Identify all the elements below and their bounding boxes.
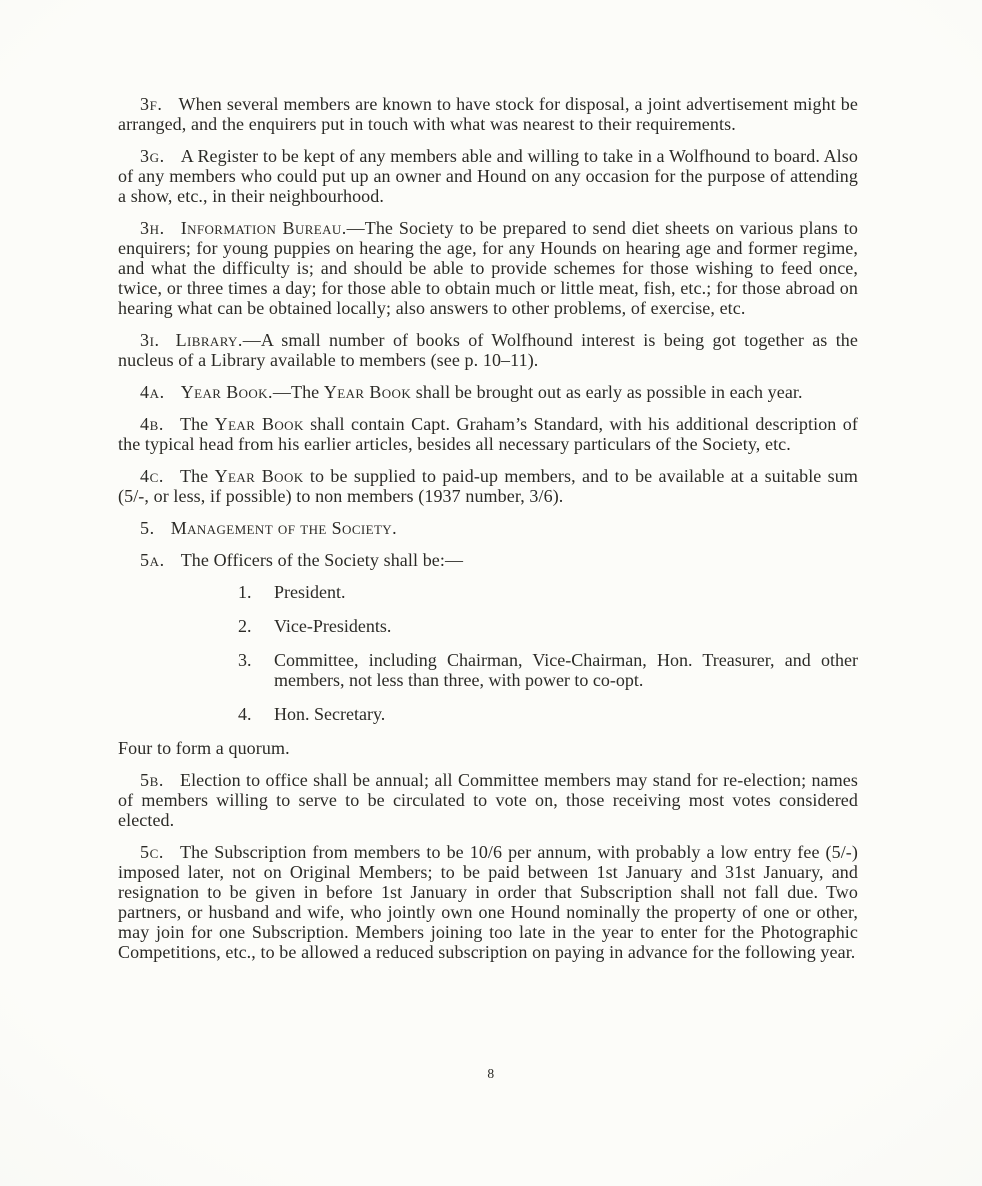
text-run: The bbox=[179, 466, 215, 486]
text-run: Year Book bbox=[214, 466, 304, 486]
text-run: —The Society to be prepared to send diet sheets on various plans to enquirers; for young puppies on hearing the age, for any Hounds on hearing age and former regime, and what the difficulty is; and should be able to provide schemes for those wishing to feed once, twice, or three times a day; for those able to obtain much or little meat, fish, etc.; for those abroad on hearing what can be obtained locally; also answers to other problems, of exercise, etc. bbox=[118, 218, 858, 318]
text-run: Election to office shall be annual; all Committee members may stand for re-election; names of members willing to serve to be circulated to vote on, those receiving most votes considered elected. bbox=[118, 770, 858, 830]
text-run: Management of the Society. bbox=[170, 518, 397, 538]
paragraph bbox=[118, 770, 858, 830]
text-run: —The bbox=[272, 382, 324, 402]
paragraph bbox=[118, 94, 858, 134]
list-number: 1. bbox=[238, 582, 252, 602]
list-item-text: Vice-Presidents. bbox=[274, 616, 392, 636]
paragraph bbox=[118, 218, 858, 318]
list-item bbox=[238, 704, 858, 724]
paragraph-label: 5b. bbox=[140, 770, 164, 790]
text-run: Year Book bbox=[323, 382, 412, 402]
paragraph bbox=[118, 414, 858, 454]
paragraph bbox=[118, 330, 858, 370]
paragraph bbox=[118, 518, 858, 538]
paragraph-label: 4b. bbox=[140, 414, 164, 434]
paragraph-label: 3h. bbox=[140, 218, 165, 238]
text-run: Year Book. bbox=[180, 382, 273, 402]
paragraph bbox=[118, 146, 858, 206]
paragraph-label: 5. bbox=[140, 518, 155, 538]
page-text-block bbox=[118, 94, 858, 974]
text-run: shall be brought out as early as possible in each year. bbox=[411, 382, 803, 402]
text-run: to be supplied to paid-up members, and to be available at a suitable sum (5/-, or less, if possible) to non members (1937 number, 3/6). bbox=[118, 466, 858, 506]
paragraph bbox=[118, 842, 858, 962]
text-run: shall contain Capt. Graham’s Standard, with his additional description of the typical head from his earlier articles, besides all necessary particulars of the Society, etc. bbox=[118, 414, 858, 454]
paragraph bbox=[118, 738, 858, 758]
paragraph bbox=[118, 382, 858, 402]
paragraph-label: 5c. bbox=[140, 842, 164, 862]
list-item bbox=[238, 582, 858, 602]
paragraph-label: 3f. bbox=[140, 94, 163, 114]
text-run: Year Book bbox=[214, 414, 304, 434]
list-number: 3. bbox=[238, 650, 252, 670]
list-item-text: Hon. Secretary. bbox=[274, 704, 386, 724]
list-number: 4. bbox=[238, 704, 252, 724]
text-run: Four to form a quorum. bbox=[118, 738, 290, 758]
list-item bbox=[238, 650, 858, 690]
paragraph-label: 5a. bbox=[140, 550, 165, 570]
list-item-text: Committee, including Chairman, Vice-Chairman, Hon. Treasurer, and other members, not less than three, with power to co-opt. bbox=[274, 650, 858, 690]
paragraph-label: 4a. bbox=[140, 382, 165, 402]
list-number: 2. bbox=[238, 616, 252, 636]
text-run: The bbox=[179, 414, 215, 434]
page-number: 8 bbox=[487, 1066, 495, 1081]
text-run: The Subscription from members to be 10/6 per annum, with probably a low entry fee (5/-) imposed later, not on Original Members; to be paid between 1st January and 31st January, and resignation to be given in before 1st January in order that Subscription shall not fall due. Two partners, or husband and wife, who jointly own one Hound nominally the property of one or other, may join for one Subscription. Members joining too late in the year to enter for the Photographic Competitions, etc., to be allowed a reduced subscription on paying in advance for the following year. bbox=[118, 842, 858, 962]
text-run: Library. bbox=[175, 330, 243, 350]
list-item-text: President. bbox=[274, 582, 346, 602]
text-run: —A small number of books of Wolfhound interest is being got together as the nucleus of a Library available to members (see p. 10–11). bbox=[118, 330, 858, 370]
paragraph-label: 4c. bbox=[140, 466, 164, 486]
list-item bbox=[238, 616, 858, 636]
text-run: Information Bureau. bbox=[180, 218, 347, 238]
text-run: When several members are known to have stock for disposal, a joint advertisement might be arranged, and the enquirers put in touch with what was nearest to their requirements. bbox=[118, 94, 858, 134]
paragraph-label: 3g. bbox=[140, 146, 165, 166]
paragraph bbox=[118, 550, 858, 570]
text-run: A Register to be kept of any members able and willing to take in a Wolfhound to board. Also of any members who could put up an owner and Hound on any occasion for the purpose of attending a show, etc., in their neighbourhood. bbox=[118, 146, 858, 206]
paragraph bbox=[118, 466, 858, 506]
paragraph-label: 3i. bbox=[140, 330, 160, 350]
text-run: The Officers of the Society shall be:— bbox=[180, 550, 464, 570]
